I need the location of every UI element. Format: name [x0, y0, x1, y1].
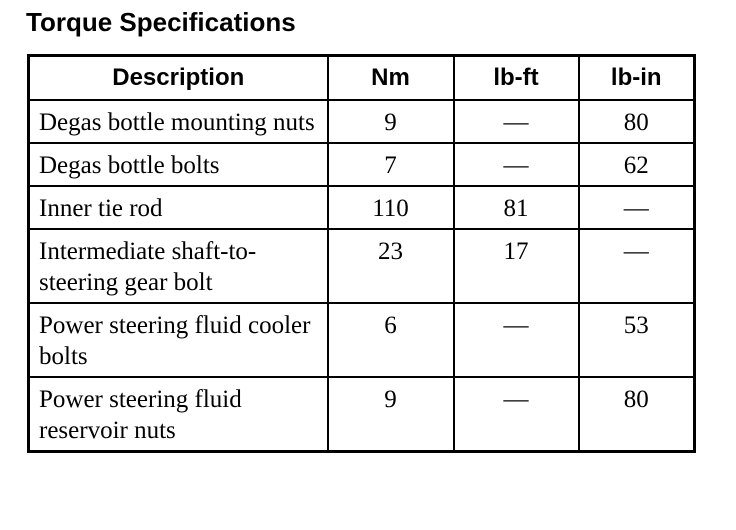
cell-description: Degas bottle bolts	[29, 143, 328, 186]
cell-nm: 9	[328, 100, 454, 143]
cell-description: Degas bottle mounting nuts	[29, 100, 328, 143]
cell-description: Power steering fluid reservoir nuts	[29, 377, 328, 452]
cell-lb-in: 80	[579, 100, 695, 143]
cell-description: Intermediate shaft-to-steering gear bolt	[29, 229, 328, 303]
cell-lb-in: —	[579, 229, 695, 303]
torque-spec-table	[27, 54, 696, 453]
table-row	[29, 377, 695, 452]
table-row	[29, 143, 695, 186]
table-header-row	[29, 56, 695, 101]
cell-lb-ft: —	[454, 303, 579, 377]
cell-nm: 9	[328, 377, 454, 452]
cell-lb-in: 62	[579, 143, 695, 186]
cell-nm: 110	[328, 186, 454, 229]
cell-lb-ft: —	[454, 100, 579, 143]
table-row	[29, 100, 695, 143]
table-row	[29, 229, 695, 303]
cell-lb-in: —	[579, 186, 695, 229]
header-nm: Nm	[328, 56, 454, 101]
header-description: Description	[29, 56, 328, 101]
header-lb-ft: lb-ft	[454, 56, 579, 101]
table-row	[29, 303, 695, 377]
cell-nm: 6	[328, 303, 454, 377]
cell-lb-ft: —	[454, 143, 579, 186]
cell-nm: 7	[328, 143, 454, 186]
cell-lb-ft: 81	[454, 186, 579, 229]
cell-lb-ft: —	[454, 377, 579, 452]
header-lb-in: lb-in	[579, 56, 695, 101]
cell-lb-in: 80	[579, 377, 695, 452]
cell-nm: 23	[328, 229, 454, 303]
page-title: Torque Specifications	[26, 7, 296, 37]
cell-description: Power steering fluid cooler bolts	[29, 303, 328, 377]
cell-lb-in: 53	[579, 303, 695, 377]
table-row	[29, 186, 695, 229]
cell-lb-ft: 17	[454, 229, 579, 303]
cell-description: Inner tie rod	[29, 186, 328, 229]
